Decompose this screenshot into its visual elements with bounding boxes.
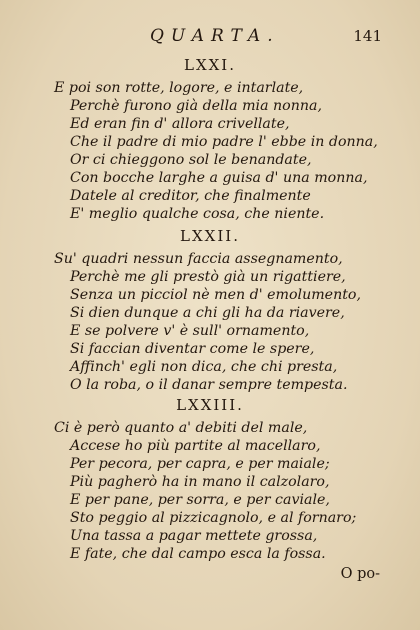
verse-line: E per pane, per sorra, e per caviale, xyxy=(70,492,330,508)
stanza-number: LXXI. xyxy=(183,56,236,74)
verse-line: Sto peggio al pizzicagnolo, e al fornaro; xyxy=(70,510,357,526)
catchword: O po- xyxy=(340,566,380,582)
verse-line: Perchè me gli prestò già un rigattiere, xyxy=(70,269,346,285)
verse-line: Datele al creditor, che finalmente xyxy=(70,188,311,204)
verse-line: Più pagherò ha in mano il calzolaro, xyxy=(70,474,330,490)
verse-line: Si dien dunque a chi gli ha da riavere, xyxy=(70,305,345,321)
verse-line: Su' quadri nessun faccia assegnamento, xyxy=(54,251,343,267)
verse-line: Che il padre di mio padre l' ebbe in donna, xyxy=(70,134,378,150)
stanza-lxxii xyxy=(0,225,420,394)
verse-line: Ci è però quanto a' debiti del male, xyxy=(54,420,308,436)
running-head xyxy=(0,24,420,46)
verse-line: Accese ho più partite al macellaro, xyxy=(70,438,321,454)
stanza-number: LXXIII. xyxy=(176,396,244,414)
verse-line: Una tassa a pagar mettete grossa, xyxy=(70,528,318,544)
verse-line: E se polvere v' è sull' ornamento, xyxy=(70,323,310,339)
stanza-lxxiii xyxy=(0,394,420,563)
verse-line: Con bocche larghe a guisa d' una monna, xyxy=(70,170,368,186)
verse-line: Or ci chieggono sol le benandate, xyxy=(70,152,312,168)
page-number: 141 xyxy=(353,27,382,45)
stanza-lxxi xyxy=(0,54,420,223)
verse-line: E' meglio qualche cosa, che niente. xyxy=(70,206,325,222)
verse-line: Perchè furono già della mia nonna, xyxy=(70,98,322,114)
verse-line: E poi son rotte, logore, e intarlate, xyxy=(54,80,304,96)
verse-line: Si faccian diventar come le spere, xyxy=(70,341,315,357)
verse-line: E fate, che dal campo esca la fossa. xyxy=(70,546,326,562)
verse-line: O la roba, o il danar sempre tempesta. xyxy=(70,377,348,393)
stanza-number: LXXII. xyxy=(180,227,240,245)
verse-line: Per pecora, per capra, e per maiale; xyxy=(70,456,330,472)
verse-line: Senza un picciol nè men d' emolumento, xyxy=(70,287,361,303)
verse-line: Ed eran fin d' allora crivellate, xyxy=(70,116,290,132)
running-head-title: QUARTA. xyxy=(150,26,280,46)
verse-line: Affinch' egli non dica, che chi presta, xyxy=(70,359,338,375)
